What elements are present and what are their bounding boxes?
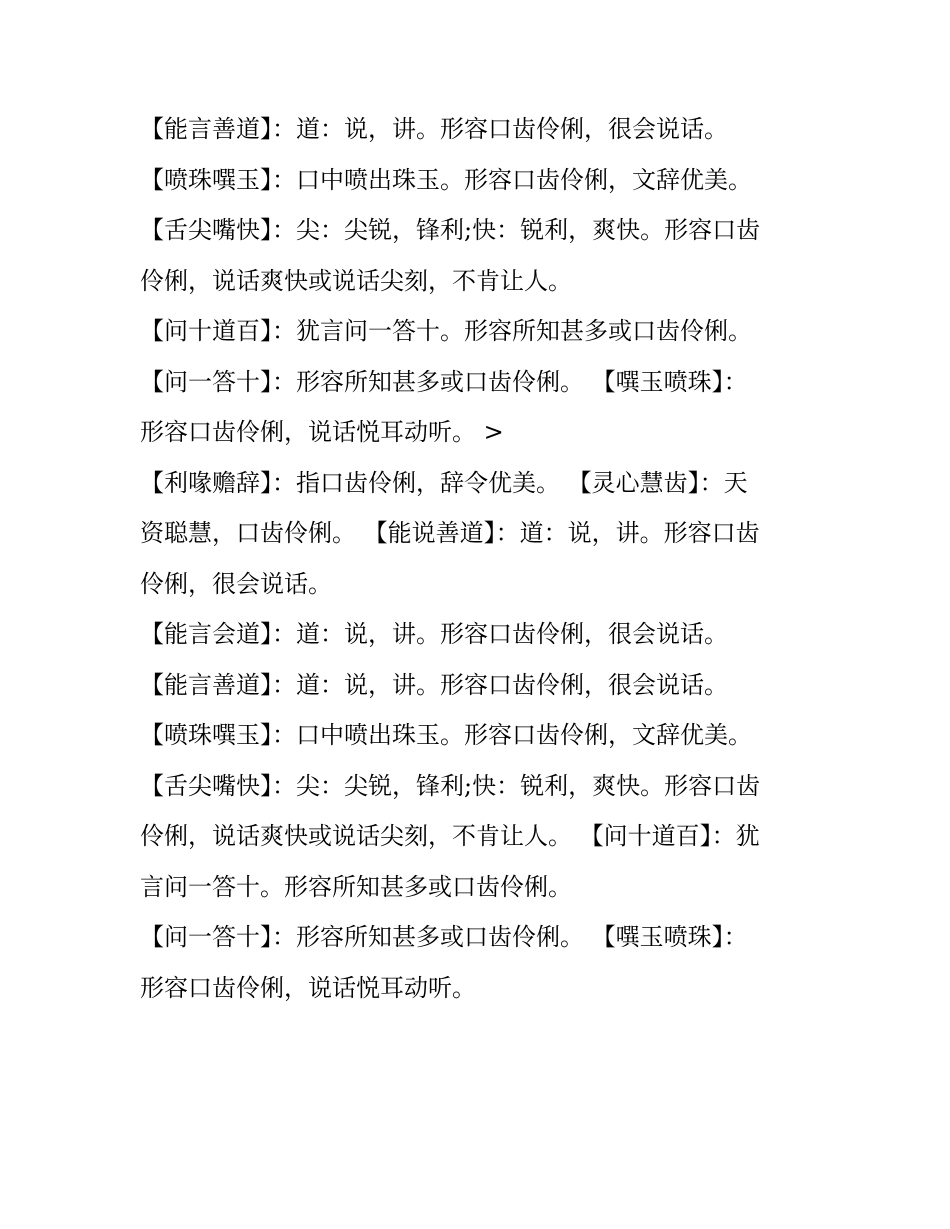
text-line: 【舌尖嘴快】：尖：尖锐，锋利;快：锐利，爽快。形容口齿 bbox=[140, 216, 761, 244]
text-line: 伶俐，说话爽快或说话尖刻，不肯让人。 bbox=[140, 266, 572, 295]
text-line: 【喷珠噀玉】：口中喷出珠玉。形容口齿伶俐，文辞优美。 bbox=[140, 165, 752, 194]
text-line: 伶俐，很会说话。 bbox=[140, 569, 332, 598]
text-line: 伶俐，说话爽快或说话尖刻，不肯让人。 【问十道百】：犹 bbox=[140, 822, 760, 850]
text-line: 【问一答十】：形容所知甚多或口齿伶俐。 【噀玉喷珠】： bbox=[140, 367, 748, 396]
document-body bbox=[140, 104, 800, 1013]
text-line: 【能言会道】：道：说，讲。形容口齿伶俐，很会说话。 bbox=[140, 620, 728, 648]
text-line: 【利喙赡辞】：指口齿伶俐，辞令优美。 【灵心慧齿】：天 bbox=[140, 468, 748, 497]
text-line: 【问十道百】：犹言问一答十。形容所知甚多或口齿伶俐。 bbox=[140, 317, 752, 345]
text-line: 言问一答十。形容所知甚多或口齿伶俐。 bbox=[140, 872, 572, 901]
text-line: 【舌尖嘴快】：尖：尖锐，锋利;快：锐利，爽快。形容口齿 bbox=[140, 771, 761, 800]
text-line: 【问一答十】：形容所知甚多或口齿伶俐。 【噀玉喷珠】： bbox=[140, 923, 748, 951]
text-line: 形容口齿伶俐，说话悦耳动听。 bbox=[140, 973, 476, 1002]
text-line: 形容口齿伶俐，说话悦耳动听。 > bbox=[140, 418, 504, 446]
text-line: 【能言善道】：道：说，讲。形容口齿伶俐，很会说话。 bbox=[140, 115, 728, 143]
text-line: 【能言善道】：道：说，讲。形容口齿伶俐，很会说话。 bbox=[140, 670, 728, 699]
text-line: 资聪慧，口齿伶俐。 【能说善道】：道：说，讲。形容口齿 bbox=[140, 519, 760, 547]
text-line: 【喷珠噀玉】：口中喷出珠玉。形容口齿伶俐，文辞优美。 bbox=[140, 721, 752, 749]
